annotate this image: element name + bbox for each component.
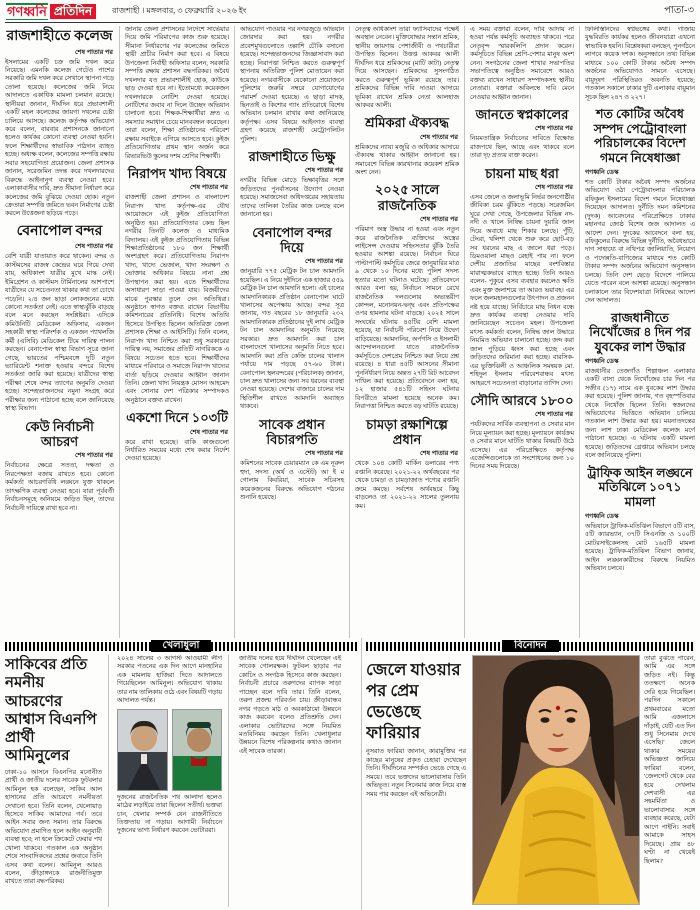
article-body: শত কোটি টাকার অবৈধ সম্পদ অর্জনের অভিযোগ ওঠা পেট্রোবাংলার পরিচালক রফিকুল ইসলামের বিদেশ গমনে নিষেধাজ্ঞা দিয়েছেন আদালত। দুর্নীতি দমন কমিশনের (দুদক) আবেদনের পরিপ্রেক্ষিতে ঢাকার মহানগর জ্যেষ্ঠ বিশেষ জজ আদালত এ আদেশ দেন। দুদকের আবেদনে বলা হয়, রফিকুলের বিরুদ্ধে বিভিন্ন দুর্নীতি, অবৈধভাবে দাগ সাহায্যে বা নথিপত্র জালিয়াতি, নিয়োগ ও পদোন্নতি-বাণিজ্যের মাধ্যমে শত কোটি টাকার সম্পদ অর্জনের অভিযোগ অনুসন্ধান চলছে। তিনি দেশ ছেড়ে বিদেশে পালিয়ে যেতে পারেন বলে আশঙ্কা রয়েছে। অনুসন্ধান চলাকালে তার বিদেশযাত্রা নিষিদ্ধের আদেশ দেন আদালত।: [585, 178, 695, 305]
article-headline: বেনাপোল বন্দর: [16, 223, 103, 239]
continued-from-label: শেষ পাতার পর: [535, 125, 573, 133]
entertainment-body: নুসরাত ফারিয়া জানান, কারামুক্তির পর কাছের মানুষের প্রকৃত চেহারা দেখেছেন তিনি। দীর্ঘদিনের সম্পর্কও ভেঙে গেছে এ সময়ে। তবে ভক্তদের ভালোবাসায় তিনি অভিভূত। নতুন সিনেমার কাজ নিয়ে ব্যস্ত সময় পার করছেন এই অভিনেত্রী।: [366, 748, 466, 798]
continuation-block: [585, 26, 695, 102]
actress-portrait-icon: [473, 656, 639, 904]
article-headline: চায়না মাছ ধরা: [485, 165, 559, 181]
sports-banner-label: খেলাধুলা: [151, 640, 212, 652]
article-body: জানায় জেলা প্রশাসনের নির্দেশে সার্ভেয়ার দিয়ে জমি পরিমাপের কাজ শুরু হয়েছে। সীমানা নির্ধারণের পর কলেজের জমিতে স্থায়ী প্রাচীর নির্মাণ করা হবে। এ বিষয়ে উপজেলা নির্বাহী অফিসার বলেন, সরকারি সম্পত্তি রক্ষায় প্রশাসন বদ্ধপরিকর। অবৈধ দখলদার যত প্রভাবশালীই হোক, কাউকে ছাড় দেওয়া হবে না। ইতোমধ্যে কয়েকজন দখলদারকে নোটিশ দেওয়া হয়েছে। নোটিশের জবাব না দিলে উচ্ছেদ অভিযান চালানো হবে। শিক্ষক-শিক্ষার্থীরা দ্রুত এ সমস্যার সমাধান চেয়ে মানববন্ধন করেছেন। তারা বলেন, শিক্ষা প্রতিষ্ঠানের পরিবেশ রক্ষায় সবাইকে এগিয়ে আসতে হবে। কুইজ প্রতিযোগিতায় প্রথম স্থান অর্জন করে রিভারভিউ স্কুলের দশম শ্রেণির শিক্ষার্থী।: [125, 26, 229, 160]
sports-right-column: [237, 655, 341, 907]
entertainment-headline: জেলে যাওয়ার পর প্রেম ভেঙেছে ফারিয়ার: [366, 660, 461, 743]
article-benapole-port: [5, 224, 114, 414]
article-body: শ্রমিকদের ন্যায্য মজুরি ও অধিকার আদায়ে ঐক্যবদ্ধ থাকার আহ্বান জানানো হয়। সমাবেশে বিভিন্ন কারখানার কয়েকশ শ্রমিক অংশ নেন।: [355, 143, 459, 177]
entertainment-side-column: [644, 655, 695, 907]
continued-from-label: শেষ পাতার পর: [190, 184, 228, 192]
article-rajshahi-college: [5, 29, 114, 219]
article-petrobangla-ban: [585, 107, 695, 306]
article-safe-food: [125, 166, 229, 405]
article-headline: বেনাপোল বন্দর দিয়ে: [252, 224, 332, 255]
article-body: নেতৃত্ব অধিকাংশ তারা ফ্যাসিবাদের পক্ষেই অবস্থান নেবেন। মুক্তিযোদ্ধার সন্তান শ্রমিক, স্থানীয় জায়গায় পেশাজীবী ও পথচারীরা উপস্থিত ছিলেন। উত্তপ্ত আকবর আলী দীর্ঘদিন ধরে শ্রমিকদের (মাটি কাটা) নেতৃত্ব দিয়ে আসছেন। শ্রমিকদের সুসংগঠিত করতে গুরুত্বপূর্ণ ভূমিকা রয়েছে তার। শ্রমিকদের বিভিন্ন দাবি দাওয়া আদায়ে ভূমিকা রাখেন শ্রমিক নেতা আলহাজ আকবর আলী।: [355, 26, 459, 109]
continued-from-label: শেষ পাতার পর: [305, 167, 343, 175]
sports-right-text: জাতীয় দলের হয়ে দীর্ঘদিন খেলেছেন এই সাবেক গোলরক্ষক। ফুটবল ছাড়ার পর কোচিং ও সংগঠক হিসেবে কাজ করছেন। নির্বাচনী প্রচারে তরুণদের ব্যাপক সাড়া পাচ্ছেন বলে দাবি তার। তিনি বলেন, তরুণ প্রজন্ম পরিবর্তন চায়। ক্রীড়াবান্ধব নগর গড়তে মাঠ ও অবকাঠামো উন্নয়নে কাজ করবেন বলেও প্রতিশ্রুতি দেন। এলাকার ভোটারদের সঙ্গে নিয়মিত মতবিনিময় করছেন তিনি। খেলাধুলার উন্নয়নে বিশেষ পরিকল্পনার কথাও জানান এই সাবেক তারকা।: [239, 655, 341, 755]
man-in-suit-portrait-icon: [118, 710, 168, 790]
article-body: অভিযানে ট্রাফিক-মতিঝিল বিভাগে ৫টি বাস, ৫টি ক্যারভ্যান, ৩৭টি সিএনজি ও ১০০টি মোটরসাইকেলসহ মোট ১৬৫টি মামলা হয়েছে। ট্রাফিক-মতিঝিল বিভাগ জানায়, আইন লঙ্ঘনকারীদের বিরুদ্ধে নিয়মিত অভিযান চলবে।: [585, 522, 695, 572]
article-headline: ২০২৫ সালে রাজনৈতিক: [374, 182, 440, 213]
masthead: [0, 0, 700, 22]
logo-text-secondary: প্রতিদিন: [50, 4, 96, 19]
continued-from-label: শেষ পাতার পর: [535, 411, 573, 419]
article-saudi-1800: [470, 393, 574, 472]
sports-middle-column: [117, 655, 229, 907]
article-rajshahi-beggars: [240, 149, 344, 220]
bottom-sections: [0, 638, 700, 910]
banner-stripes-left: [366, 642, 502, 651]
sports-lead-article: [5, 655, 109, 907]
article-body: কমিশনের সাবেক চেয়ারম্যান কে এম নূরুল হুদা, সদস্য (অর্থ ও এস্টেট) আ ই ম গোলাম কিবরিয়া, সাবেক সচিবসহ কয়েকজনের বিরুদ্ধে অভিযোগ গঠনের শুনানি হয়েছে।: [240, 460, 344, 502]
logo-text-primary: গণধ্বনি: [7, 4, 47, 20]
entertainment-side-text: তারা বুঝতে পারেন, আমি এর সঙ্গে জড়িত নই। কিন্তু ততক্ষণে অনেক দেরি হয়ে গিয়েছিল। পরদিন সকালে প্রথমবারের মতো আমি এজলাসে দাঁড়াই, যেটি এত দিন শুধু সিনেমায় দেখে এসেছি।' জেলে থাকার সময়ের অভিজ্ঞতা জানিয়ে ফারিয়া বলেন, 'জেলগেট থেকে বের হয়ে দেখলাম দেশবাসী এর সহমর্মিতা ও ভালোবাসার সঙ্গে ব্যবহার করেছে, যেটা আগে পাইনি। সবাই আমাকে সাহস দিয়েছে। প্রায় ৪৮ ঘণ্টা না খেয়েই ছিলাম।': [644, 655, 695, 865]
continuation-block: [470, 26, 574, 102]
article-headline: চামড়া রক্ষাশিল্পে প্রধান: [366, 416, 448, 448]
entertainment-lead: [366, 655, 466, 907]
newspaper-logo: [6, 3, 96, 20]
article-headline: সাবেক প্রধান বিচারপতি: [259, 416, 325, 448]
continuation-block: [125, 26, 229, 161]
continued-from-label: শেষ পাতার পর: [190, 428, 228, 436]
page-number-label: পাতা-৩: [664, 5, 694, 16]
continuation-block: [240, 26, 344, 144]
continued-from-label: শেষ পাতার পর: [305, 258, 343, 266]
article-ex-chief-justice: [240, 417, 344, 503]
article-body: এ সময় বক্তারা বলেন, দাবি আদায় না হওয়া পর্যন্ত কর্মসূচি অব্যাহত থাকবে। পরে নেতৃবৃন্দ স্মারকলিপি প্রদান করেন। কর্মসূচিতে বিভিন্ন শ্রেণি-পেশার মানুষ অংশ নেন। সংগঠনের জেলা শাখার সভাপতির সভাপতিত্বে অনুষ্ঠিত সমাবেশে আরও বক্তব্য রাখেন সাধারণ সম্পাদকসহ স্থানীয় নেতারা। বক্তারা অবিলম্বে দাবি মেনে নেওয়ার আহ্বান জানান।: [470, 26, 574, 101]
shakib-photo: [172, 709, 223, 791]
column-4: [350, 26, 465, 638]
column-2: [120, 26, 235, 638]
continued-from-label: শেষ পাতার পর: [535, 183, 573, 191]
masthead-rule: [5, 22, 695, 23]
dateline: রাজশাহী । মঙ্গলবার, ৩ ফেব্রুয়ারি ২০২৬ ইং: [112, 6, 247, 15]
article-headline: শ্রমিকরা ঐক্যবদ্ধ: [365, 115, 449, 131]
faria-photo: [472, 655, 640, 905]
desk-byline: গণধ্বনি ডেস্ক: [585, 168, 619, 176]
article-china-net-fishing: [470, 166, 574, 388]
article-headline: রাজধানীতে নিখোঁজের ৪ দিন পর যুবকের লাশ উদ্ধার: [589, 310, 691, 354]
article-headline: কেউ নির্বাচনী আচরণ: [25, 418, 94, 449]
column-3: [235, 26, 350, 638]
entertainment-banner: [366, 640, 695, 652]
article-body: নগরীর বিভিন্ন মোড়ে ভিক্ষাবৃত্তির সঙ্গে জড়িতদের পুনর্বাসনের উদ্যোগ নেওয়া হয়েছে। সমাজসেবা অধিদপ্তরের সহায়তায় তাদের তালিকা তৈরির কাজ চলছে বলে জানানো হয়।: [240, 177, 344, 219]
banner-stripes-right: [211, 642, 357, 651]
column-6: [580, 26, 695, 638]
article-headline: ট্রাফিক আইন লঙ্ঘনে মতিঝিলে ১০৭১ মামলা: [587, 465, 693, 510]
continued-from-label: শেষ পাতার পর: [420, 216, 458, 224]
article-body: রাজধানীর তেজগাঁও শিল্পাঞ্চল এলাকার একটি বাসা থেকে নিখোঁজের চার দিন পর সজীব (১৭) নামে এক যুবকের লাশ উদ্ধার করা হয়েছে। পুলিশ জানায়, গত বৃহস্পতিবার থেকে নিখোঁজ ছিলেন তিনি। স্বজনদের অভিযোগের ভিত্তিতে অভিযান চালিয়ে গতকাল লাশ উদ্ধার করা হয়। ময়নাতদন্তের জন্য লাশ ঢাকা মেডিকেল কলেজ মর্গে পাঠানো হয়েছে। এ ঘটনায় একটি মামলা হয়েছে। জড়িতদের গ্রেপ্তারে অভিযান চলছে বলে জানিয়েছে পুলিশ।: [585, 367, 695, 460]
column-5: [465, 26, 580, 638]
article-body: করে রাখা হয়েছে। বাকি কাজগুলো নির্ধারিত সময়ের মধ্যে শেষ করার নির্দেশ দেওয়া হয়েছে।: [125, 438, 229, 463]
banner-stripes-right: [559, 642, 695, 651]
article-headline: রাজশাহীতে কলেজ: [6, 29, 113, 44]
article-headline: রাজশাহীতে ভিক্ষু: [248, 149, 336, 165]
article-body: পরিমাণ অস্ত্র উদ্ধার না হওয়া এবং নতুন করে রাজনৈতিক ব্যক্তিদের অস্ত্রের লাইসেন্স দেওয়ায় সহিংসতার ঝুঁকি তৈরি হওয়ার আশঙ্কা রয়েছে। নির্বাচন ঘিরে পাল্টাপাল্টি কর্মসূচির জেরে জানুয়ারির মাত্র ৯ থেকে ১০ দিনের মধ্যে পুলিশ সদস্য হত্যার মতো ঘটনাও ঘটেছে। প্রতিবেদনে আরও বলা হয়, নির্বাচন সামনে রেখে রাজনৈতিক দলগুলোর অভ্যন্তরীণ কোন্দল, মনোনয়ন-দ্বন্দ্ব এবং প্রতিপক্ষের ওপর হামলার ঘটনা বাড়ছে। ২০২৫ সালে সংঘর্ষের ঘটনায় ৪৫টির বেশি মামলা হয়েছে, যা নির্বাচনী পরিবেশ নিয়ে উদ্বেগ বাড়িয়েছে। আমদানির, অর্পণসি ও ইসলামী আন্দোলনগুলো যাতে রাজনৈতিক কর্মসূচিতে দেশপ্রেম নিশ্চিত করা নিয়ে প্রশ্ন রয়েছে। ৪ ধারা ৪৫টি আসনের সীমানা পুনর্নির্ধারণ নিয়ে অন্তত ২৭টি রিট আবেদন দাখিল করা হয়েছে। প্রতিবেদনে বলা হয়, ১২ হাজার ৫৪১টি সহিংস ঘটনার বিপরীতে মামলা হয়েছে অনেক কম। নিরাপত্তা নিশ্চিত করতে বড় ঘাটতি রয়েছে।: [355, 226, 459, 411]
continued-from-label: শেষ পাতার পর: [420, 450, 458, 458]
entertainment-banner-label: বিনোদন: [502, 640, 559, 652]
sports-lead-headline: সাকিবের প্রতি নমনীয় আচরণের আশ্বাস বিএনপি প্রার্থী আমিনুলের: [5, 657, 97, 765]
article-body: রাজশাহী জেলা প্রশাসন ও বাংলাদেশ নিরাপদ খাদ্য কর্তৃপক্ষ-এর যৌথ আয়োজনে এই কুইজ প্রতিযোগিতা অনুষ্ঠিত হয়। প্রতিযোগিতার কেন্দ্র ছিল নগরীর তিনটি কলেজ ও মাধ্যমিক বিদ্যালয়। এই কুইজ প্রতিযোগিতায় বিভিন্ন শিক্ষাপ্রতিষ্ঠানের ১৮০ জন শিক্ষার্থী অংশগ্রহণ করে। প্রতিযোগিতায় নিরাপদ খাদ্য, খাদ্যে ভেজাল, খাদ্য সংরক্ষণ ও ভোক্তার অধিকার বিষয়ে নানা প্রশ্ন উপস্থাপন করা হয়। এতে শিক্ষার্থীদের অসাধারণ সাড়া পাওয়া যায়। বিজয়ীদের মাঝে পুরস্কার তুলে দেন অতিথিরা। অনুষ্ঠানে স্বাগত বক্তব্য রাখেন বিভাগীয় কমিশনারের প্রতিনিধি। বিশেষ অতিথি হিসেবে উপস্থিত ছিলেন অতিরিক্ত জেলা প্রশাসক (শিক্ষা ও আইসিটি)। তিনি বলেন, নিরাপদ খাদ্য নিশ্চিত করা শুধু সরকারের দায়িত্ব নয়, সমাজের প্রতিটি নাগরিককে এ বিষয়ে সচেতন হতে হবে। শিক্ষার্থীদের মাধ্যমে পরিবারে ও সমাজে নিরাপদ খাদ্যের বার্তা ছড়িয়ে দেওয়ার আহ্বান জানান তিনি। জেলা খাদ্য নিয়ন্ত্রক মোসন আহমেদ এবং সোনার দেশ পত্রিকার সম্পাদকও অনুষ্ঠানে বক্তব্য রাখেন।: [125, 194, 229, 404]
continued-from-label: শেষ পাতার পর: [75, 48, 113, 56]
article-body: নির্বাচনের ক্ষেত্রে সততা, দক্ষতা ও নিরপেক্ষতা বজায় রাখতে হবে। কোনো কর্মকর্তা আচরণবিধি লঙ্ঘনে যুক্ত থাকলে তাৎক্ষণিক ব্যবস্থা নেওয়া হবে। যারা পূর্ববর্তী নির্বাচনসমূহে অনিয়মে জড়িত ছিল, তাদের নির্বাচনী দায়িত্বে রাখা হবে না।: [5, 462, 114, 512]
sports-lead-body: ঢাকা-১০ আসনে বিএনপির মনোনীত প্রার্থী ও জাতীয় দলের সাবেক ফুটবলার আমিনুল হক বলেছেন, সাকিব আল হাসানের প্রতি আচরণে নমনীয়তা দেখানো হবে। তিনি বলেন, খেলোয়াড় হিসেবে সাকিব আমাদের গর্ব। তবে আইন সবার জন্য সমান। তার বিরুদ্ধে অভিযোগ প্রমাণিত হলে আইন অনুযায়ী ব্যবস্থা হবে; না হলে ক্রিকেটে ফেরার পথ খোলা থাকবে। গতকাল এক অনুষ্ঠান শেষে সাংবাদিকদের প্রশ্নের জবাবে তিনি এসব কথা বলেন। আমিনুল আরও বলেন, ক্রীড়াঙ্গনকে রাজনীতিমুক্ত রাখতে তারা বদ্ধপরিকর।: [5, 768, 102, 886]
sports-content: [5, 655, 357, 907]
aminul-photo: [117, 709, 168, 791]
column-1: [5, 26, 120, 638]
article-body: ইসলামের একটি চক্র জমি দখল করে নিয়েছে। এমনকি কলেজ গেটেও পাশের সরকারি জমি দখল করে সেখানে স্থাপনা গড়ে তোলা হয়েছে। কলেজের জমি নিয়ে আদালতে একাধিক মামলা চলমান রয়েছে। স্থানীয়রা জানান, দীর্ঘদিন ধরে প্রভাবশালী একটি মহল কলেজের জায়গা দখলের চেষ্টা চালিয়ে আসছে। কলেজ কর্তৃপক্ষ অভিযোগ করে বলেন, বারবার প্রশাসনকে জানানো হলেও কার্যকর কোনো ব্যবস্থা নেওয়া হয়নি। ফলে শিক্ষার্থীদের স্বাভাবিক পাঠদান ব্যাহত হচ্ছে। অধ্যক্ষ বলেন, কলেজের সম্পত্তি রক্ষায় সবার সহযোগিতা প্রয়োজন। জেলা প্রশাসক জানান, সরেজমিন তদন্ত করে দখলদারদের বিরুদ্ধে আইনানুগ ব্যবস্থা নেওয়া হবে। এলাকাবাসীর দাবি, দ্রুত সীমানা নির্ধারণ করে কলেজের জমি বুঝিয়ে দেওয়া হোক। নতুন ক্রেতারা সম্পত্তি জমিতে ভবন নির্মাণের চেষ্টা করলে উত্তেজনা ছড়িয়ে পড়ে।: [5, 58, 115, 218]
sports-section: [5, 638, 362, 910]
continued-from-label: শেষ পাতার পর: [75, 243, 113, 251]
article-hundred-days: [125, 410, 229, 464]
article-politics-2025: [355, 182, 459, 411]
article-body: জানুয়ারি ৭৭৫ মেট্রিক টন চাল আমদানি হয়েছিল। এ নিয়ে দুইদিনে এক হাজার ৫৫৯ মেট্রিক টন চাল আমদানি হলো। এই চালের আমদানিকারক প্রতিষ্ঠান বেনাপোল ঘাটে খালাসের অপেক্ষায় আছে। বন্দর সূত্র জানায়, গত বছরের ১৮ জানুয়ারি ২৩২ আমদানিকারক প্রতিষ্ঠানের দুই লাখ মেট্রিক টন চাল আমদানির অনুমতি নিয়েছে সরকার। দ্রুত আমদানি করা চাল বাংলাদেশে খালাসের অনুমতি নিতে হবে। আমদানি করা প্রতি কেজি চালের খালাস পর্যায়ে দাম পড়ছে ৫৭-৬০ টাকা। বেনাপোল স্থলবন্দরের (পরিচালক) জানান, চাল দ্রুত খালাসের জন্য সব ধরনের ব্যবস্থা নেওয়া হয়েছে। দেশের বাজারে চালের দাম স্থিতিশীল রাখতে আমদানি অব্যাহত থাকবে।: [240, 268, 344, 411]
article-body: অভিযোগ পাওয়ার পর নগরজুড়ে অভিযান জোরদার করা হয়। নগরীর প্রবেশমুখগুলোতে তল্লাশি চৌকি বসানো হয়েছে। সন্দেহভাজনদের জিজ্ঞাসাবাদ করা হচ্ছে। নিরাপত্তা নিশ্চিত করতে গুরুত্বপূর্ণ স্থাপনায় অতিরিক্ত পুলিশ মোতায়েন করা হয়েছে। নগরবাসীকে যেকোনো প্রয়োজনে পুলিশের জরুরি নম্বরে যোগাযোগের পরামর্শ দেওয়া হয়েছে। এ ছাড়া মাদক, ছিনতাই ও কিশোর গ্যাং প্রতিরোধে বিশেষ অভিযান চলমান রাখার কথা জানিয়েছে কর্তৃপক্ষ। এসব বিষয়ে আইনগত ব্যবস্থা গ্রহণ করেছে রাজশাহী মেট্রোপলিটন পুলিশ।: [240, 26, 344, 143]
article-traffic-cases: [585, 466, 695, 574]
article-body: ফিলিস্তিনিদের স্বপ্নভঙ্গের কথা। গাজায় যুদ্ধবিরতি কার্যকর হলেও জীবনযাত্রা এখনো স্বাভাবিক হয়নি। বিশ্লেষকরা বলছেন, পুনর্গঠনে লাগবে কয়েক দশক। অনুসন্ধানে তথ্য বিভিন্ন মাধ্যমে ১০০ কোটি টাকার অবৈধ সম্পদ অর্জনের অভিযোগও সামনে এসেছে। বায়ুদূষণ পরিস্থিতিরও অবনতি হয়েছে; গতকাল সকালে ঢাকার দুটি এলাকার বায়ুমান সূচক ছিল ২৪৭ ও ২২৭।: [585, 26, 695, 101]
continued-from-label: শেষ পাতার পর: [420, 133, 458, 141]
continuation-block: [355, 26, 459, 110]
entertainment-section: [362, 638, 695, 910]
desk-byline: গণধ্বনি ডেস্ক: [585, 357, 619, 365]
article-body: বেশি যাত্রী যাতায়াত করে থাকেন। বন্দর ও কাস্টমসের রাজস্ব কেন্দ্রের ঘরে গিয়ে দেখা যায়, অধিকাংশ যাত্রীর মুখে মাস্ক নেই। ইমিগ্রেশন ও কাস্টমস টার্মিনালের আশপাশে যাত্রীদের যে সচেতনতা থাকার কথা তা চোখে পড়েনি। ২/৪ জন ছাড়া লোকজনের মধ্যে কোনো সতর্কতা নেই। এতে স্বাস্থ্যঝুঁকি বাড়ছে বলে মনে করছেন সংশ্লিষ্টরা। এদিকে কমিউনিটি মেডিকেল অফিসার, একজন সহকারী স্বাস্থ্য পরিদর্শক ও একজন প্যাথলজি কর্মী (এসিবি) মেডিকেল টিমে দায়িত্ব পালন করছেন। বেনাপোল স্বাস্থ্য বিভাগ সূত্রে জানা গেছে, ভারতের পশ্চিমবঙ্গে দুটি নতুন ভ্যারিয়েন্ট শনাক্ত হওয়ায় বন্দরে বিশেষ সতর্কতা জারি করা হয়েছে। যাত্রীদের স্বাস্থ্য পরীক্ষা শেষে বন্দর ত্যাগের অনুমতি দেওয়া হচ্ছে। সন্দেহভাজনদের নমুনা সংগ্রহ করে পরীক্ষার জন্য পাঠানো হচ্ছে বলে জানিয়েছে স্বাস্থ্য বিভাগ।: [5, 253, 114, 413]
desk-byline: গণধ্বনি ডেস্ক: [585, 512, 619, 520]
article-body: পর্যটকদের সার্বিক ব্যবস্থাপনা ও সেবার মান নিয়ে মূল্যায়ন করা হচ্ছে। মূল্যায়নে কার্যক্রম ও সেবার মানে ঘাটতি থাকার বিষয়টি উঠে এসেছে। এর পরিপ্রেক্ষিতে কর্তৃপক্ষ এজেন্সিগুলোকে তা সংশোধনের জন্য ১০ দিনের সময় দিয়েছে।: [470, 421, 574, 471]
article-headline: একশো দিনে ১০৩টি: [126, 410, 228, 426]
article-workers-united: [355, 115, 459, 177]
article-headline: জানতে স্বপ্নকালের: [475, 106, 569, 122]
article-leather-industry: [355, 417, 459, 511]
article-body: এসব জেলে ও জলাভূমি নির্ভর জনগোষ্ঠীর জীবিকা চরম ঝুঁকিতে পড়ছে। সরেজমিন ঘুরে দেখা গেছে, উপজেলার বিভিন্ন নদ-নদী ও খালে নিষিদ্ধ চায়না দুয়ারি জাল দিয়ে অবাধে মাছ শিকার চলছে। পুঁটি, টেংরা, খলিশা থেকে শুরু করে ছোট-বড় সব ধরনের মাছ এ জালে ধরা পড়ে। ডিমওয়ালা মাছও রেহাই পায় না। ফলে দেশীয় প্রজাতির মাছের বংশবিস্তার মারাত্মকভাবে ব্যাহত হচ্ছে। তিনি আরও বলেন- পুকুরে এসব ব্যবহার করলেও ক্ষতি এবং মুক্ত জলাশয়ে তা আরও ভয়াবহ। এর ফলে জলমহালগুলোর উৎপাদন ও প্রজনন নষ্ট হয়ে যাচ্ছে। নির্বিচারে মাছ নিধন বন্ধে দ্রুত কার্যকর ব্যবস্থা নেওয়ার দাবি জানিয়েছেন সচেতন মহল। উপজেলা মৎস্য কর্মকর্তা বলেন, নিষিদ্ধ জাল উদ্ধারে নিয়মিত অভিযান চালানো হচ্ছে। জব্দ করা জাল পুড়িয়ে ধ্বংস করা হচ্ছে এবং জড়িতদের জরিমানা করা হচ্ছে। বারসিক-এর ভুক্তিঝিলী ও আঞ্চলিক সমন্বয়ক মো. শহিদুল ইসলাম পরিবেশবান্ধব মৎস্য আহরণে সচেতনতা বাড়ানোর তাগিদ দেন।: [470, 193, 574, 387]
article-missing-youth-body: [585, 311, 695, 461]
article-dream-times: [470, 107, 574, 161]
article-headline: সৌদি আরবে ১৮০০: [470, 392, 574, 408]
continued-from-label: শেষ পাতার পর: [75, 452, 113, 460]
sports-banner: [5, 640, 357, 652]
article-headline: নিরাপদ খাদ্য বিষয়ে: [127, 166, 227, 181]
sports-middle-bottom-text: দুজনের রাজনৈতিক পথ আলাদা হলেও মাঠের লড়াইয়ে তারা ছিলেন সতীর্থ। ভক্তরা চান, খেলার সম্পর্ক যেন রাজনীতিতে তিক্ততায় না গড়ায়। আগামী নির্বাচনে দুজনের ভাগ্য নির্ধারণ করবেন ভোটাররা।: [117, 793, 222, 835]
sports-photos: [117, 709, 222, 791]
banner-stripes-left: [5, 642, 151, 651]
sports-middle-top-text: ২০২৪ সালের ৩ আগস্ট আওয়ামী লীগ সরকার পতনের এক দিন আগে মানহানির এক মামলায় হাজিরা দিতে আদালতে গিয়েছিলেন আমিনুল। অভিযোগ থাকায় তার নাম তালিকায় ওঠে এবং বিষয়টি গড়ায় আদালত পর্যন্ত।: [117, 655, 222, 705]
entertainment-content: [366, 655, 695, 907]
continued-from-label: শেষ পাতার পর: [305, 450, 343, 458]
main-columns: [0, 24, 700, 638]
man-in-green-jersey-portrait-icon: [173, 710, 223, 790]
article-body: থেকে ১০৪ কোটি মার্কিন ডলারের পণ্য রপ্তানি করেছে। ২০২১-২২ অর্থবছরের পর থেকে চামড়া ও চামড়াজাত পণ্যের রপ্তানি ক্রমে কমছে। সর্বশেষ অর্থবছরে কিছু বাড়লেও তা ২০২১-২২ সালের তুলনায় কম।: [355, 460, 459, 510]
article-body: নিয়মতান্ত্রিক নির্বাচনের দাবিতে বিক্ষোভ রাজপথে ছিল, আছে এবং থাকবে বলে তারা দৃঢ় প্রত্যয় ব্যক্ত করেন।: [470, 135, 574, 160]
article-benapole-rice: [240, 225, 344, 412]
article-election-conduct: [5, 419, 114, 513]
article-headline: শত কোটির অবৈধ সম্পদ পেট্রোবাংলা পরিচালকের বিদেশ গমনে নিষেধাজ্ঞা: [593, 106, 687, 166]
